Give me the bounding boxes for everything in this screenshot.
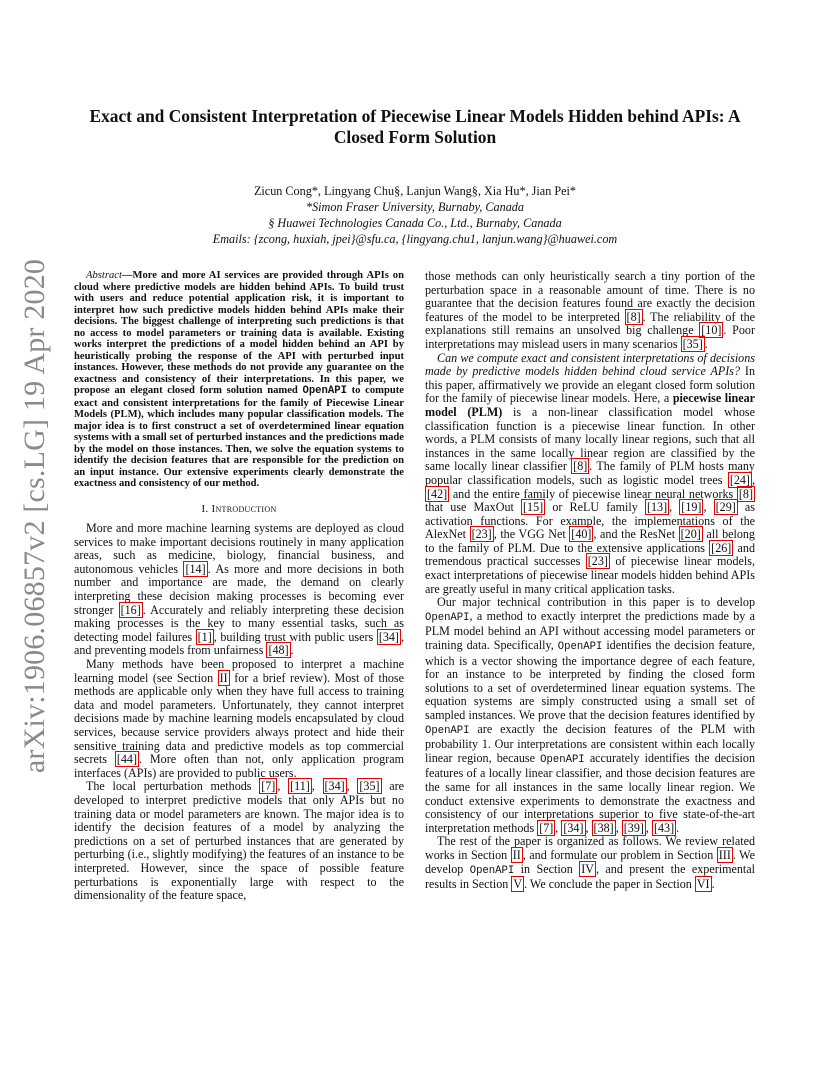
citation-link[interactable]: [35] (682, 336, 703, 351)
intro-paragraph-1 (74, 522, 404, 658)
section-link[interactable]: II (512, 847, 521, 862)
citation-link[interactable]: [10] (701, 323, 722, 338)
citation-link[interactable]: [24] (729, 472, 750, 487)
right-column (425, 270, 755, 892)
text-run: Introduction (211, 502, 277, 515)
text-run: More and more machine learning systems are deployed as cloud services to make important decisions routinely in many application areas, such as medicine, biology, financial business, and autonomous vehicles (74, 521, 404, 576)
citation-link[interactable]: [35] (359, 779, 380, 794)
citation-link[interactable]: [29] (715, 500, 736, 515)
text-run: in Section (514, 861, 580, 876)
text-run: , (751, 472, 755, 487)
text-run: , and formulate our problem in Section (522, 847, 717, 862)
section-link[interactable]: V (513, 877, 523, 892)
citation-link[interactable]: [8] (626, 309, 641, 324)
text-run: . (704, 336, 708, 351)
citation-link[interactable]: [39] (623, 820, 644, 835)
text-run: In this paper, affirmatively we provide an elegant closed form solution for the family of piecewise linear models. Here, a (425, 364, 755, 406)
text-run: , the VGG Net (493, 527, 570, 542)
text-run: . (711, 877, 715, 892)
text-run: . We develop (425, 847, 755, 876)
citation-link[interactable]: [40] (571, 527, 592, 542)
text-run: , (645, 820, 652, 835)
text-run: . The family of PLM hosts many popular classification models, such as logistic model trees (425, 459, 755, 487)
text-run: those methods can only heuristically search a tiny portion of the perturbation space in a reasonable amount of time. There is no guarantee that the decision features found are exactly the decision features of the model to be interpreted (425, 269, 755, 324)
citation-link[interactable]: [16] (120, 602, 141, 617)
text-run: . The reliability of the explanations still remains an unsolved big challenge (425, 309, 755, 338)
method-name: OpenAPI (557, 641, 603, 654)
citation-link[interactable]: [23] (471, 527, 492, 542)
text-run: , (669, 500, 680, 515)
text-run: and tremendous practical successes (425, 540, 755, 569)
section-link[interactable]: II (219, 670, 228, 685)
section-link[interactable]: VI (696, 877, 710, 892)
method-name: OpenAPI (540, 753, 585, 766)
method-name: OpenAPI (425, 724, 470, 737)
method-name: OpenAPI (425, 611, 470, 624)
text-run: . Poor interpretations may mislead users in many scenarios (425, 323, 755, 351)
text-run: , and the ResNet (593, 527, 679, 542)
citation-link[interactable]: [23] (587, 554, 608, 569)
citation-link[interactable]: [43] (653, 820, 675, 835)
text-run: of piecewise linear models, exact interpretations of piecewise linear models hidden behind APIs are greatly useful in many critical application tasks. (425, 554, 755, 596)
right-paragraph-1 (425, 270, 755, 352)
text-run: all belong to the family of PLM. Due to the extensive applications (425, 527, 755, 555)
citation-link[interactable]: [48] (268, 643, 289, 658)
citation-link[interactable]: [15] (523, 500, 544, 515)
citation-link[interactable]: [34] (378, 629, 399, 644)
citation-link[interactable]: [1] (197, 629, 212, 644)
text-run: arXiv:1906.06857v2 [cs.LG] 19 Apr 2020 (18, 258, 51, 774)
citation-link[interactable]: [11] (290, 779, 310, 794)
affiliation-2: § Huawei Technologies Canada Co., Ltd., Burnaby, Canada (268, 216, 562, 230)
text-run: , (615, 820, 622, 835)
text-run: I. (201, 502, 212, 515)
text-run: are exactly the decision features of the PLM with probability 1. Our interpretations are consistent within each locally linear region, because (425, 721, 755, 765)
text-run: , (346, 779, 358, 794)
text-run: to compute exact and consistent interpretations for the family of Piecewise Linear Models (PLM), which includes many popular classification models. The major idea is to first construct a set of overdetermined linear equation systems with a small set of perturbed instances and the predictions made by the model on those instances. Then, we solve the equation systems to identify the decision features that are responsible for the prediction on an input instance. Our extensive experiments clearly demonstrate the exactness and consistency of our method. (74, 385, 404, 489)
text-run: , (277, 779, 289, 794)
right-paragraph-2 (425, 352, 755, 597)
affiliation-1: *Simon Fraser University, Burnaby, Canada (305, 200, 524, 214)
method-name: OpenAPI (469, 864, 515, 877)
citation-link[interactable]: [34] (324, 779, 345, 794)
text-run: for a brief review). Most of those methods are applicable only when they have full access to training data and model parameters. Unfortunately, they cannot interpret decisions made by machine learning models encapsulated by cloud services, because service providers always protect and hide their sensitive training data and predictive models as top commercial secrets (74, 670, 404, 767)
text-run: Our major technical contribution in this paper is to develop (437, 595, 755, 610)
section-link[interactable]: III (718, 847, 731, 862)
text-run: . (676, 820, 680, 835)
citation-link[interactable]: [7] (261, 779, 276, 794)
citation-link[interactable]: [34] (563, 820, 584, 835)
right-paragraph-4 (425, 835, 755, 891)
text-run: that use MaxOut (425, 500, 522, 515)
abstract (74, 270, 404, 490)
text-run: The local perturbation methods (86, 779, 260, 794)
citation-link[interactable]: [42] (427, 486, 448, 501)
text-run: identifies the decision feature, which is a vector showing the importance degree of each feature, for an instance to be interpreted by finding the closed form solutions to a set of overdetermined linear equation systems. The equation systems are simply constructed using a small set of sampled instances. We prove that the decision features identified by (425, 638, 755, 722)
text-run: , (311, 779, 323, 794)
text-run: accurately identifies the decision features of a locally linear classifier, and those decision features are the same for all instances in the same locally linear region. We conduct extensive experiments to demonstrate the exactness and consistency of our interpretations superior to five state-of-the-art interpretation methods (425, 750, 755, 835)
left-column (74, 270, 404, 903)
author-emails: Emails: {zcong, huxiah, jpei}@sfu.ca, {lingyang.chu1, lanjun.wang}@huawei.com (212, 232, 618, 246)
arxiv-stamp (14, 258, 56, 774)
text-run: is a non-linear classification model whose classification function is a piecewise linear function. In other words, a PLM consists of many locally linear regions, such that all instances in the same locally linear region are classified by the same locally linear classifier (425, 404, 755, 474)
text-run: , (555, 820, 562, 835)
text-run: —More and more AI services are provided through APIs on cloud where predictive models are hidden behind APIs. To build trust with users and reduce potential application risk, it is important to interpret how such predictive models hidden behind APIs make their decisions. The biggest challenge of interpreting such predictions is that no access to model parameters or training data is available. Existing works interpret the predictions of a model hidden behind an API by heuristically probing the response of the API with perturbed input instances. However, these methods do not provide any guarantee on the exactness and consistency of their interpretations. In this paper, we propose an elegant closed form solution named (74, 270, 404, 396)
text-run: and the entire family of piecewise linear neural networks (449, 486, 737, 501)
citation-link[interactable]: [26] (711, 540, 732, 555)
author-block (120, 183, 710, 247)
citation-link[interactable]: [38] (593, 820, 614, 835)
author-list: Zicun Cong*, Lingyang Chu§, Lanjun Wang§, Xia Hu*, Jian Pei* (253, 184, 577, 198)
text-run: . More often than not, only application program interfaces (APIs) are provided to public users. (74, 752, 404, 780)
plm-definition: piecewise linear model (PLM) (425, 391, 755, 419)
text-run: , (585, 820, 592, 835)
citation-link[interactable]: [19] (681, 500, 702, 515)
text-run: The rest of the paper is organized as follows. We review related works in Section (425, 834, 755, 862)
research-question: Can we compute exact and consistent interpretations of decisions made by predictive models hidden behind cloud service APIs? (425, 350, 755, 379)
paper-title: Exact and Consistent Interpretation of Piecewise Linear Models Hidden behind APIs: A Closed Form Solution (89, 106, 741, 147)
text-run: . Accurately and reliably interpreting these decision making processes is the key to many essential tasks, such as detecting model failures (74, 602, 404, 644)
section-link[interactable]: IV (581, 861, 594, 876)
intro-paragraph-3 (74, 780, 404, 902)
text-run: . As more and more decisions in both number and importance are made, the demand on clearly interpreting these decision making processes is becoming ever stronger (74, 561, 404, 617)
abstract-label: Abstract (86, 270, 122, 281)
citation-link[interactable]: [20] (680, 527, 701, 542)
text-run: , a method to exactly interpret the predictions made by a PLM model behind an API without accessing model parameters or training data. Specifically, (425, 608, 755, 653)
text-run: . We conclude the paper in Section (524, 877, 695, 892)
right-paragraph-3 (425, 596, 755, 835)
citation-link[interactable]: [8] (573, 459, 588, 474)
text-run: . (290, 643, 294, 658)
text-run: , building trust with public users (213, 629, 377, 644)
text-run: , (703, 500, 714, 515)
citation-link[interactable]: [44] (116, 752, 137, 767)
citation-link[interactable]: [7] (539, 820, 554, 835)
citation-link[interactable]: [14] (185, 561, 206, 576)
text-run: as activation functions. For example, the implementations of the AlexNet (425, 500, 756, 542)
text-run: are developed to interpret predictive models that only APIs but no training data or model parameters are known. The major idea is to identify the decision features of a model by analyzing the predictions on a set of perturbed instances that are generated by perturbing (i.e., slightly modifying) the features of an instance to be interpreted. However, since the space of possible feature perturbations is exponentially large with respect to the dimensionality of the feature space, (74, 779, 405, 903)
section-heading (74, 503, 404, 517)
text-run: Many methods have been proposed to interpret a machine learning model (see Section (74, 657, 404, 685)
text-run: , and preventing models from unfairness (74, 629, 404, 658)
method-name: OpenAPI (302, 385, 347, 397)
text-run: or ReLU family (545, 500, 645, 515)
intro-paragraph-2 (74, 658, 404, 780)
text-run: , and present the experimental results in Section (425, 861, 755, 892)
citation-link[interactable]: [8] (738, 486, 753, 501)
citation-link[interactable]: [13] (646, 500, 668, 515)
